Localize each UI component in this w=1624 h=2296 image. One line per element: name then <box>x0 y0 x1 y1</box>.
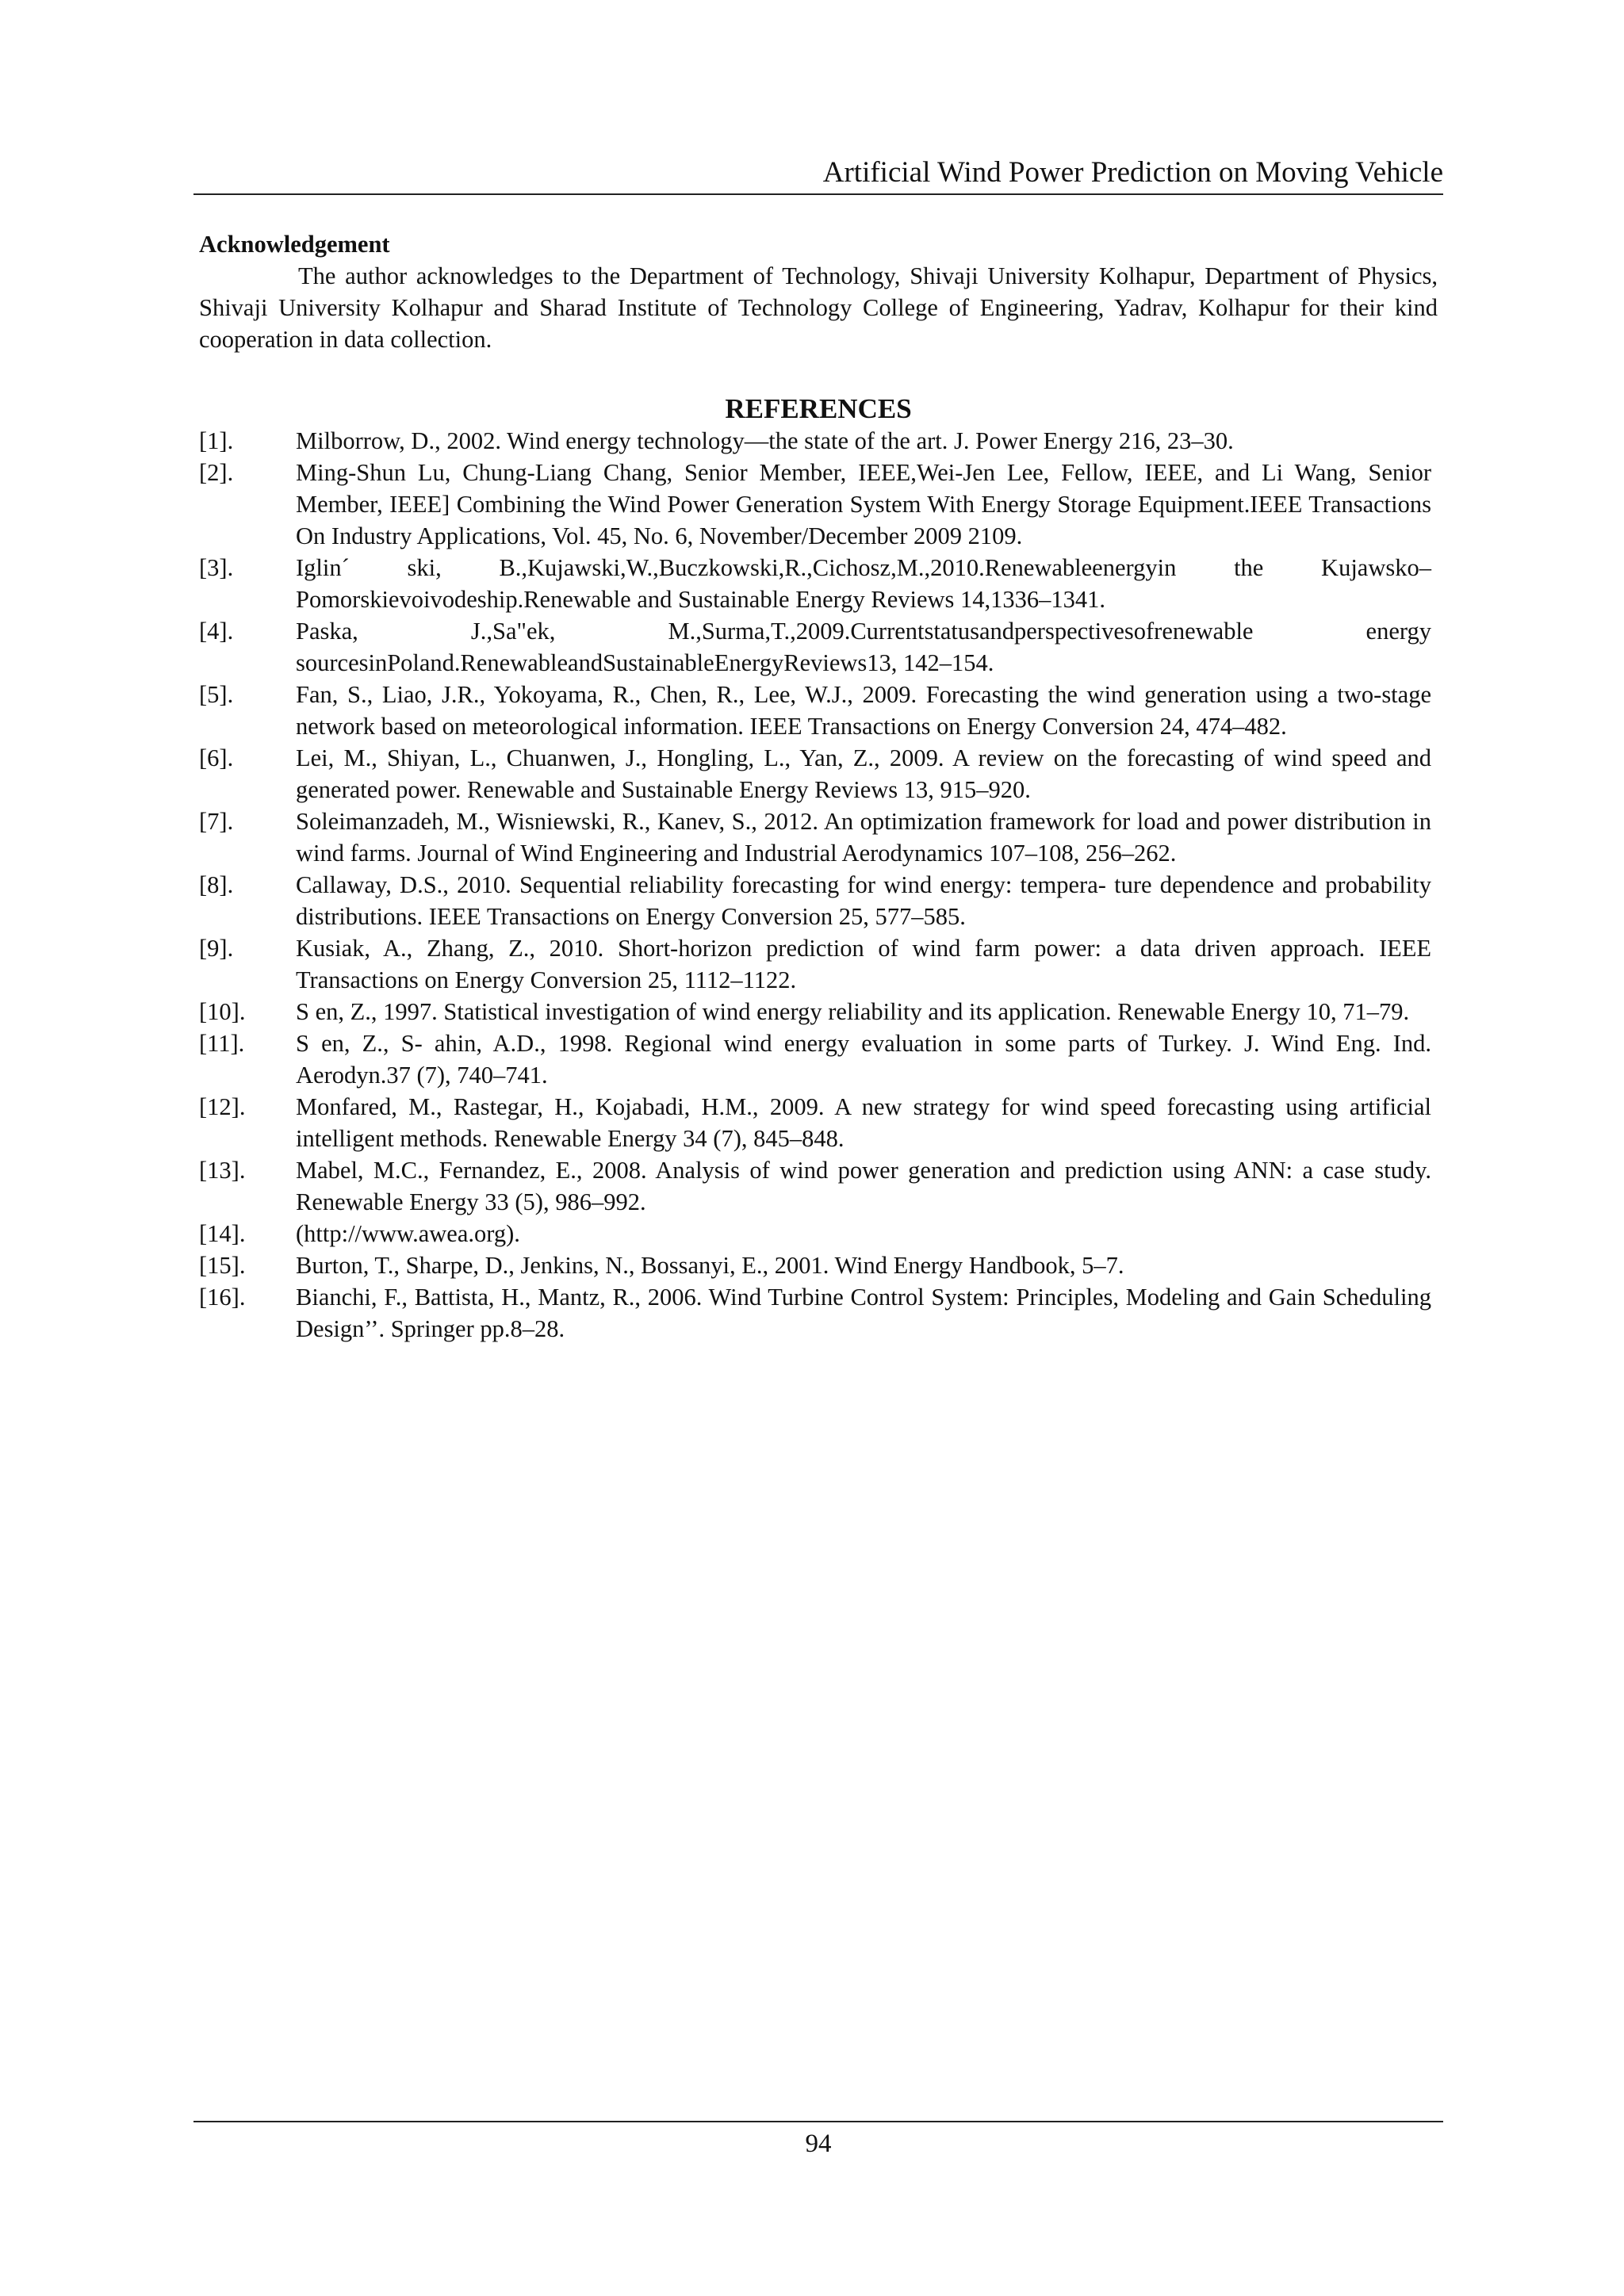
reference-number: [2]. <box>199 459 234 486</box>
reference-text: Burton, T., Sharpe, D., Jenkins, N., Bossanyi, E., 2001. Wind Energy Handbook, 5–7. <box>296 1252 1124 1279</box>
reference-text: Ming-Shun Lu, Chung-Liang Chang, Senior Member, IEEE,Wei-Jen Lee, Fellow, IEEE, and Li Wang, Senior Member, IEEE] Combining the Wind Power Generation System With Energy Storage Equipment.IEEE Transactions On Industry Applications, Vol. 45, No. 6, November/December 2009 2109. <box>296 459 1431 549</box>
reference-text: Kusiak, A., Zhang, Z., 2010. Short-horizon prediction of wind farm power: a data driven approach. IEEE Transactions on Energy Conversion 25, 1112–1122. <box>296 935 1431 993</box>
reference-text: Mabel, M.C., Fernandez, E., 2008. Analysis of wind power generation and prediction using ANN: a case study. Renewable Energy 33 (5), 986–992. <box>296 1157 1431 1215</box>
reference-text: Fan, S., Liao, J.R., Yokoyama, R., Chen, R., Lee, W.J., 2009. Forecasting the wind generation using a two-stage network based on meteorological information. IEEE Transactions on Energy Conversion 24, 474–482. <box>296 681 1431 740</box>
page-body <box>199 228 1438 1345</box>
reference-list <box>199 425 1438 1345</box>
reference-number: [9]. <box>199 935 234 962</box>
reference-number: [10]. <box>199 998 246 1025</box>
reference-number: [16]. <box>199 1284 246 1311</box>
reference-number: [1]. <box>199 427 234 454</box>
reference-item <box>199 1281 1438 1345</box>
reference-number: [12]. <box>199 1093 246 1120</box>
reference-number: [4]. <box>199 618 234 645</box>
reference-text: Iglin´ ski, B.,Kujawski,W.,Buczkowski,R.,Cichosz,M.,2010.Renewableenergyin the Kujawsko–Pomorskievoivodeship.Renewable and Sustainable Energy Reviews 14,1336–1341. <box>296 554 1431 613</box>
reference-item <box>199 869 1438 932</box>
reference-item <box>199 1249 1438 1281</box>
reference-item <box>199 996 1438 1027</box>
reference-item <box>199 1218 1438 1249</box>
reference-number: [11]. <box>199 1030 245 1057</box>
reference-item <box>199 1091 1438 1154</box>
footer-divider <box>193 2121 1443 2122</box>
reference-item <box>199 679 1438 742</box>
reference-item <box>199 552 1438 615</box>
reference-text: (http://www.awea.org). <box>296 1220 520 1247</box>
running-header-title: Artificial Wind Power Prediction on Moving Vehicle <box>822 156 1443 189</box>
reference-text: Callaway, D.S., 2010. Sequential reliability forecasting for wind energy: tempera- ture dependence and probability distributions. IEEE Transactions on Energy Conversion 25, 577–585. <box>296 871 1431 930</box>
reference-item <box>199 806 1438 869</box>
reference-number: [14]. <box>199 1220 246 1247</box>
reference-text: Milborrow, D., 2002. Wind energy technology—the state of the art. J. Power Energy 216, 23–30. <box>296 427 1234 454</box>
references-heading: REFERENCES <box>725 393 912 424</box>
reference-number: [6]. <box>199 744 234 771</box>
reference-text: S en, Z., S- ahin, A.D., 1998. Regional wind energy evaluation in some parts of Turkey. J. Wind Eng. Ind. Aerodyn.37 (7), 740–741. <box>296 1030 1431 1089</box>
reference-item <box>199 932 1438 996</box>
reference-number: [8]. <box>199 871 234 898</box>
reference-item <box>199 1154 1438 1218</box>
acknowledgement-text: The author acknowledges to the Department of Technology, Shivaji University Kolhapur, Department of Physics, Shivaji University Kolhapur and Sharad Institute of Technology College of Engineering, Yadrav, Kolhapur for their kind cooperation in data collection. <box>199 262 1438 353</box>
reference-text: Soleimanzadeh, M., Wisniewski, R., Kanev, S., 2012. An optimization framework for load and power distribution in wind farms. Journal of Wind Engineering and Industrial Aerodynamics 107–108, 256–262. <box>296 808 1431 867</box>
reference-text: Bianchi, F., Battista, H., Mantz, R., 2006. Wind Turbine Control System: Principles, Modeling and Gain Scheduling Design’’. Springer pp.8–28. <box>296 1284 1431 1342</box>
header-divider <box>193 193 1443 195</box>
reference-item <box>199 457 1438 552</box>
page-number: 94 <box>805 2130 832 2158</box>
acknowledgement-heading: Acknowledgement <box>199 231 390 258</box>
reference-number: [3]. <box>199 554 234 581</box>
reference-number: [13]. <box>199 1157 246 1184</box>
reference-item <box>199 1027 1438 1091</box>
reference-item <box>199 742 1438 806</box>
reference-text: S en, Z., 1997. Statistical investigation of wind energy reliability and its application. Renewable Energy 10, 71–79. <box>296 998 1410 1025</box>
reference-text: Lei, M., Shiyan, L., Chuanwen, J., Hongling, L., Yan, Z., 2009. A review on the forecasting of wind speed and generated power. Renewable and Sustainable Energy Reviews 13, 915–920. <box>296 744 1431 803</box>
reference-number: [7]. <box>199 808 234 835</box>
reference-text: Monfared, M., Rastegar, H., Kojabadi, H.M., 2009. A new strategy for wind speed forecasting using artificial intelligent methods. Renewable Energy 34 (7), 845–848. <box>296 1093 1431 1152</box>
reference-item <box>199 425 1438 457</box>
reference-number: [5]. <box>199 681 234 708</box>
reference-item <box>199 615 1438 679</box>
reference-text: Paska, J.,Sa"ek, M.,Surma,T.,2009.Currentstatusandperspectivesofrenewable energy sourcesinPoland.RenewableandSustainableEnergyReviews13, 142–154. <box>296 618 1431 676</box>
reference-number: [15]. <box>199 1252 246 1279</box>
